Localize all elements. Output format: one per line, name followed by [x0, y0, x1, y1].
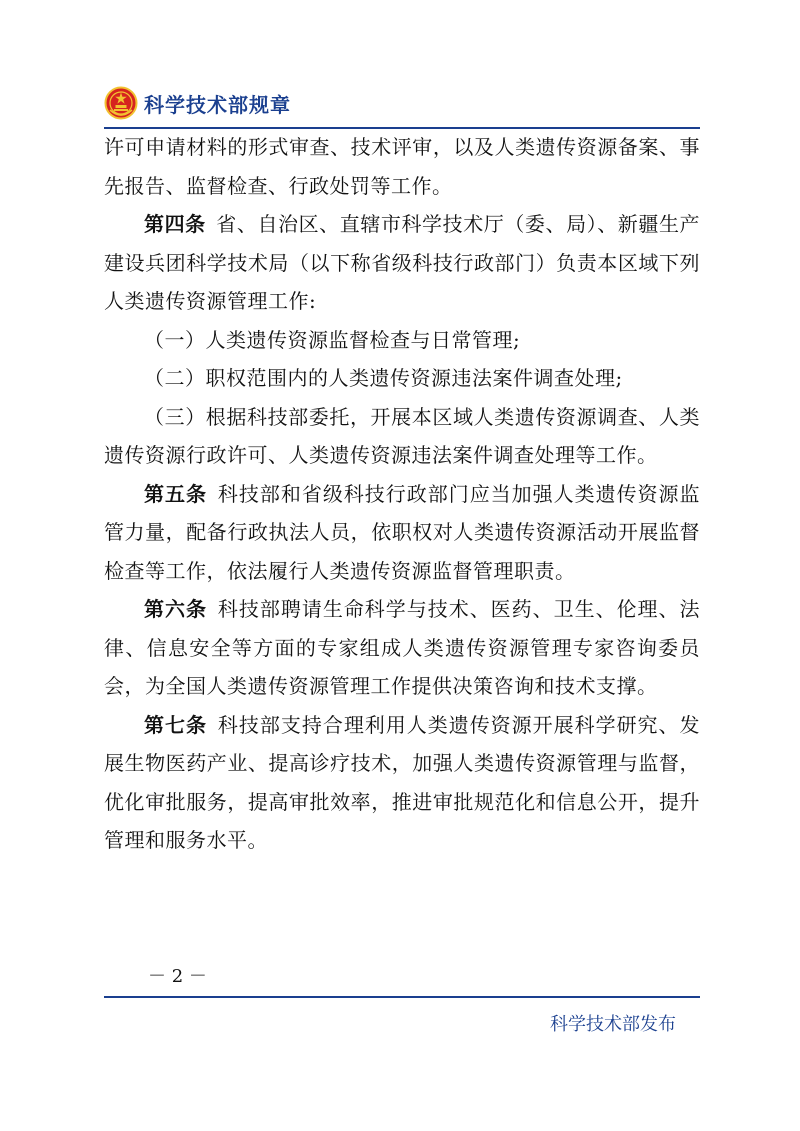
- footer-divider: [104, 996, 700, 998]
- article-5-text: 科技部和省级科技行政部门应当加强人类遗传资源监管力量，配备行政执法人员，依职权对人类遗传资源活动开展监督检查等工作，依法履行人类遗传资源监督管理职责。: [104, 481, 701, 583]
- article-4-item-2: （二）职权范围内的人类遗传资源违法案件调查处理;: [144, 366, 623, 390]
- document-body: [104, 128, 700, 860]
- article-6-text: 科技部聘请生命科学与技术、医药、卫生、伦理、法律、信息安全等方面的专家组成人类遗传资源管理专家咨询委员会，为全国人类遗传资源管理工作提供决策咨询和技术支撑。: [104, 597, 701, 698]
- article-4-item-3: （三）根据科技部委托，开展本区域人类遗传资源调查、人类遗传资源行政许可、人类遗传资源违法案件调查处理等工作。: [104, 404, 700, 467]
- header-title: 科学技术部规章: [144, 92, 291, 117]
- article-6-paragraph: [104, 590, 700, 706]
- page-header: [104, 86, 291, 120]
- article-7-text: 科技部支持合理利用人类遗传资源开展科学研究、发展生物医药产业、提高诊疗技术，加强人类遗传资源管理与监督，优化审批服务，提高审批效率，推进审批规范化和信息公开，提升管理和服务水平。: [104, 712, 701, 852]
- article-5-paragraph: [104, 475, 700, 591]
- national-emblem-icon: [104, 86, 138, 120]
- article-5-label: 第五条: [144, 481, 207, 506]
- article-7-paragraph: [104, 706, 700, 860]
- article-4-text: 省、自治区、直辖市科学技术厅（委、局）、新疆生产建设兵团科学技术局（以下称省级科技行政部门）负责本区域下列人类遗传资源管理工作:: [104, 212, 701, 313]
- article-4-label: 第四条: [144, 212, 206, 236]
- article-6-label: 第六条: [144, 597, 207, 621]
- paragraph-continuation: 许可申请材料的形式审查、技术评审，以及人类遗传资源备案、事先报告、监督检查、行政处罚等工作。: [104, 135, 700, 198]
- footer-publisher: 科学技术部发布: [550, 1014, 676, 1035]
- page-number: － 2 －: [148, 966, 207, 987]
- article-4-paragraph: [104, 205, 700, 321]
- article-4-item-1: （一）人类遗传资源监督检查与日常管理;: [144, 327, 521, 352]
- article-7-label: 第七条: [144, 712, 207, 737]
